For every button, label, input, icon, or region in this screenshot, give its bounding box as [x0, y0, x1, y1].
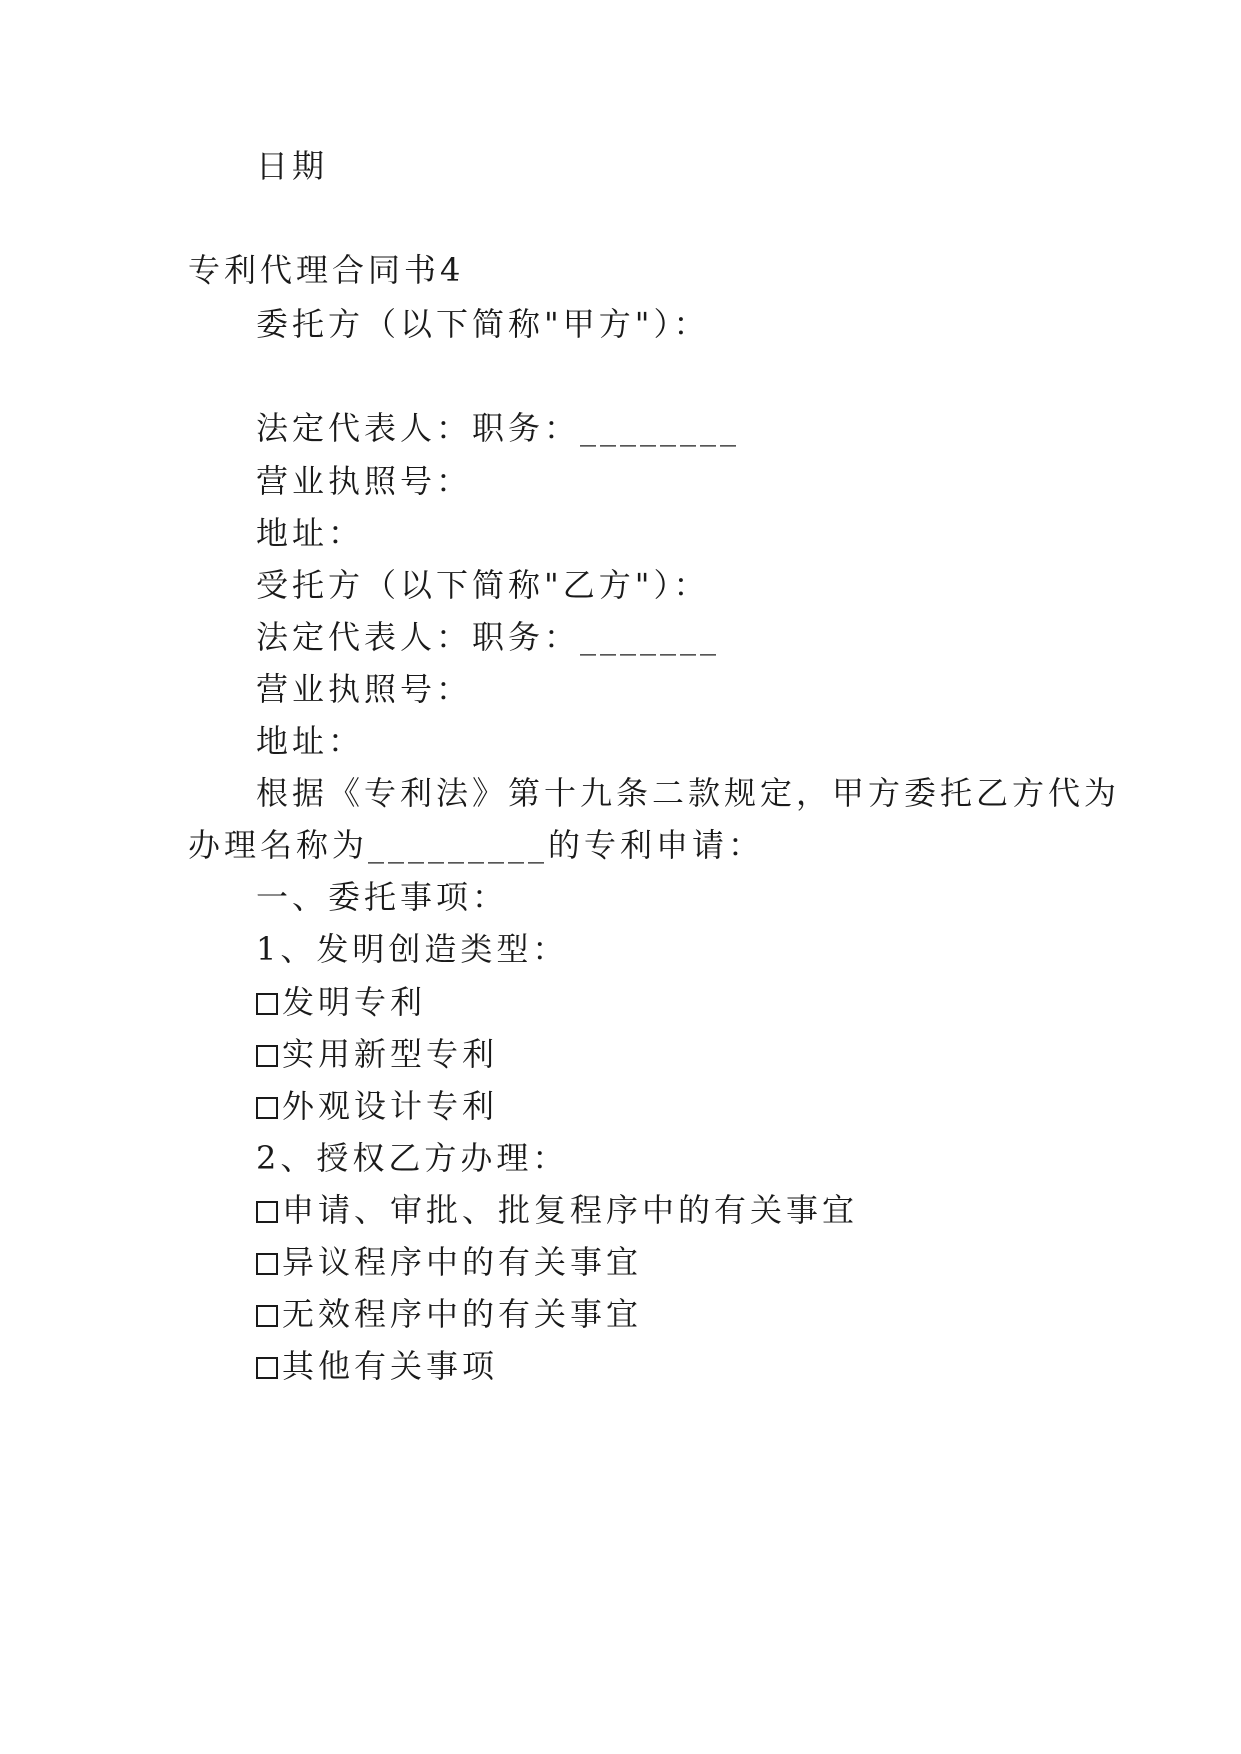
authorize-option-opposition[interactable]: [256, 1242, 642, 1282]
client-business-license: 营业执照号：: [256, 462, 473, 500]
authorize-option-application[interactable]: [256, 1190, 858, 1230]
client-address: 地址：: [256, 514, 365, 552]
item-2-heading: 2、授权乙方办理：: [256, 1139, 569, 1177]
checkbox-icon[interactable]: [256, 1357, 278, 1379]
checkbox-icon[interactable]: [256, 1045, 278, 1067]
item-1-heading: 1、发明创造类型：: [256, 930, 569, 968]
preamble-line-2: 办理名称为_________的专利申请：: [188, 826, 765, 864]
checkbox-icon[interactable]: [256, 993, 278, 1015]
checkbox-icon[interactable]: [256, 1305, 278, 1327]
authorize-option-invalidation[interactable]: [256, 1294, 642, 1334]
option-label: 申请、审批、批复程序中的有关事宜: [282, 1191, 859, 1229]
agent-intro: 受托方（以下简称"乙方"）：: [256, 566, 710, 604]
authorize-option-other[interactable]: [256, 1346, 498, 1386]
checkbox-icon[interactable]: [256, 1201, 278, 1223]
option-label: 异议程序中的有关事宜: [282, 1243, 643, 1281]
option-label: 发明专利: [282, 983, 427, 1021]
type-option-invention[interactable]: [256, 982, 426, 1022]
section-1-heading: 一、委托事项：: [256, 878, 509, 916]
option-label: 其他有关事项: [282, 1347, 499, 1385]
document-title: 专利代理合同书4: [188, 251, 465, 289]
agent-business-license: 营业执照号：: [256, 670, 473, 708]
agent-legal-representative: 法定代表人：职务：_______: [256, 618, 721, 656]
date-label: 日期: [256, 147, 329, 185]
option-label: 外观设计专利: [282, 1087, 499, 1125]
option-label: 无效程序中的有关事宜: [282, 1295, 643, 1333]
checkbox-icon[interactable]: [256, 1097, 278, 1119]
option-label: 实用新型专利: [282, 1035, 499, 1073]
preamble-line-1: 根据《专利法》第十九条二款规定，甲方委托乙方代为: [256, 774, 1121, 812]
client-legal-representative: 法定代表人：职务：________: [256, 409, 741, 447]
client-intro: 委托方（以下简称"甲方"）：: [256, 305, 710, 343]
type-option-design[interactable]: [256, 1086, 498, 1126]
checkbox-icon[interactable]: [256, 1253, 278, 1275]
agent-address: 地址：: [256, 722, 365, 760]
type-option-utility-model[interactable]: [256, 1034, 498, 1074]
